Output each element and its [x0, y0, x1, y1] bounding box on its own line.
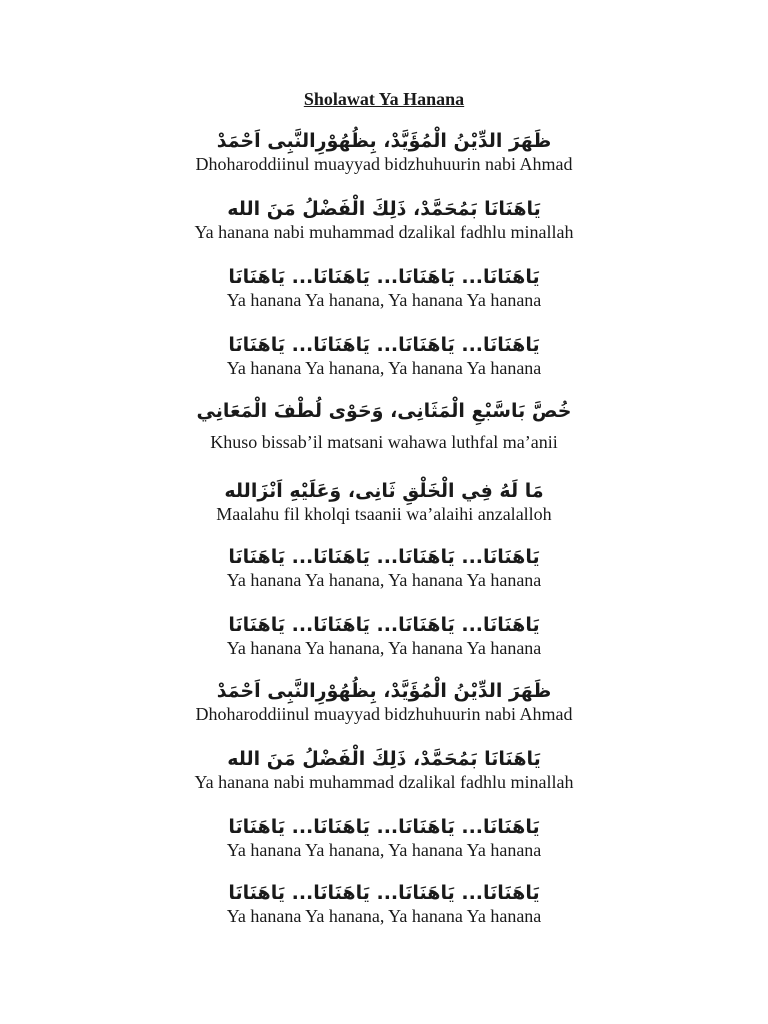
stanza-1: [0, 128, 768, 174]
stanza-5: [0, 398, 768, 452]
arabic-verse: مَا لَهُ فِي الْخَلْقِ ثَانِى، وَعَلَيْهِ اَنْزَالله: [224, 480, 544, 502]
stanza-6: [0, 478, 768, 524]
latin-transliteration: Ya hanana Ya hanana, Ya hanana Ya hanana: [226, 358, 542, 378]
latin-transliteration: Ya hanana Ya hanana, Ya hanana Ya hanana: [226, 290, 542, 310]
stanza-12: [0, 880, 768, 926]
stanza-7: [0, 544, 768, 590]
arabic-verse: يَاهَنَانَا... يَاهَنَانَا... يَاهَنَانَا... يَاهَنَانَا: [228, 816, 540, 838]
latin-transliteration: Ya hanana Ya hanana, Ya hanana Ya hanana: [226, 570, 542, 590]
stanza-10: [0, 746, 768, 792]
arabic-verse: يَاهَنَانَا... يَاهَنَانَا... يَاهَنَانَا... يَاهَنَانَا: [228, 882, 540, 904]
latin-transliteration: Ya hanana Ya hanana, Ya hanana Ya hanana: [226, 906, 542, 926]
arabic-verse: يَاهَنَانَا... يَاهَنَانَا... يَاهَنَانَا... يَاهَنَانَا: [228, 614, 540, 636]
latin-transliteration: Dhoharoddiinul muayyad bidzhuhuurin nabi Ahmad: [195, 704, 573, 724]
stanza-3: [0, 264, 768, 310]
stanza-9: [0, 678, 768, 724]
page-title: Sholawat Ya Hanana: [303, 89, 465, 109]
latin-transliteration: Ya hanana nabi muhammad dzalikal fadhlu minallah: [194, 222, 574, 242]
latin-transliteration: Ya hanana Ya hanana, Ya hanana Ya hanana: [226, 840, 542, 860]
stanza-4: [0, 332, 768, 378]
arabic-verse: يَاهَنَانَا بَمُحَمَّدْ، ذَلِكَ الْفَضْلُ مَنَ الله: [227, 748, 541, 770]
arabic-verse: ظَهَرَ الدِّيْنُ الْمُؤَيَّدْ، بِظُهُوْرِالنَّبِى اَحْمَدْ: [216, 680, 552, 702]
stanza-8: [0, 612, 768, 658]
arabic-verse: ظَهَرَ الدِّيْنُ الْمُؤَيَّدْ، بِظُهُوْرِالنَّبِى اَحْمَدْ: [216, 130, 552, 152]
stanza-11: [0, 814, 768, 860]
stanza-2: [0, 196, 768, 242]
latin-transliteration: Ya hanana nabi muhammad dzalikal fadhlu minallah: [194, 772, 574, 792]
arabic-verse: يَاهَنَانَا بَمُحَمَّدْ، ذَلِكَ الْفَضْلُ مَنَ الله: [227, 198, 541, 220]
arabic-verse: خُصَّ بَاسَّبْعِ الْمَثَانِى، وَحَوْى لُطْفَ الْمَعَانِي: [196, 400, 572, 422]
latin-transliteration: Ya hanana Ya hanana, Ya hanana Ya hanana: [226, 638, 542, 658]
latin-transliteration: Maalahu fil kholqi tsaanii wa’alaihi anzalalloh: [216, 504, 552, 524]
latin-transliteration: Khuso bissab’il matsani wahawa luthfal ma’anii: [210, 432, 558, 452]
latin-transliteration: Dhoharoddiinul muayyad bidzhuhuurin nabi Ahmad: [195, 154, 573, 174]
arabic-verse: يَاهَنَانَا... يَاهَنَانَا... يَاهَنَانَا... يَاهَنَانَا: [228, 266, 540, 288]
arabic-verse: يَاهَنَانَا... يَاهَنَانَا... يَاهَنَانَا... يَاهَنَانَا: [228, 546, 540, 568]
arabic-verse: يَاهَنَانَا... يَاهَنَانَا... يَاهَنَانَا... يَاهَنَانَا: [228, 334, 540, 356]
